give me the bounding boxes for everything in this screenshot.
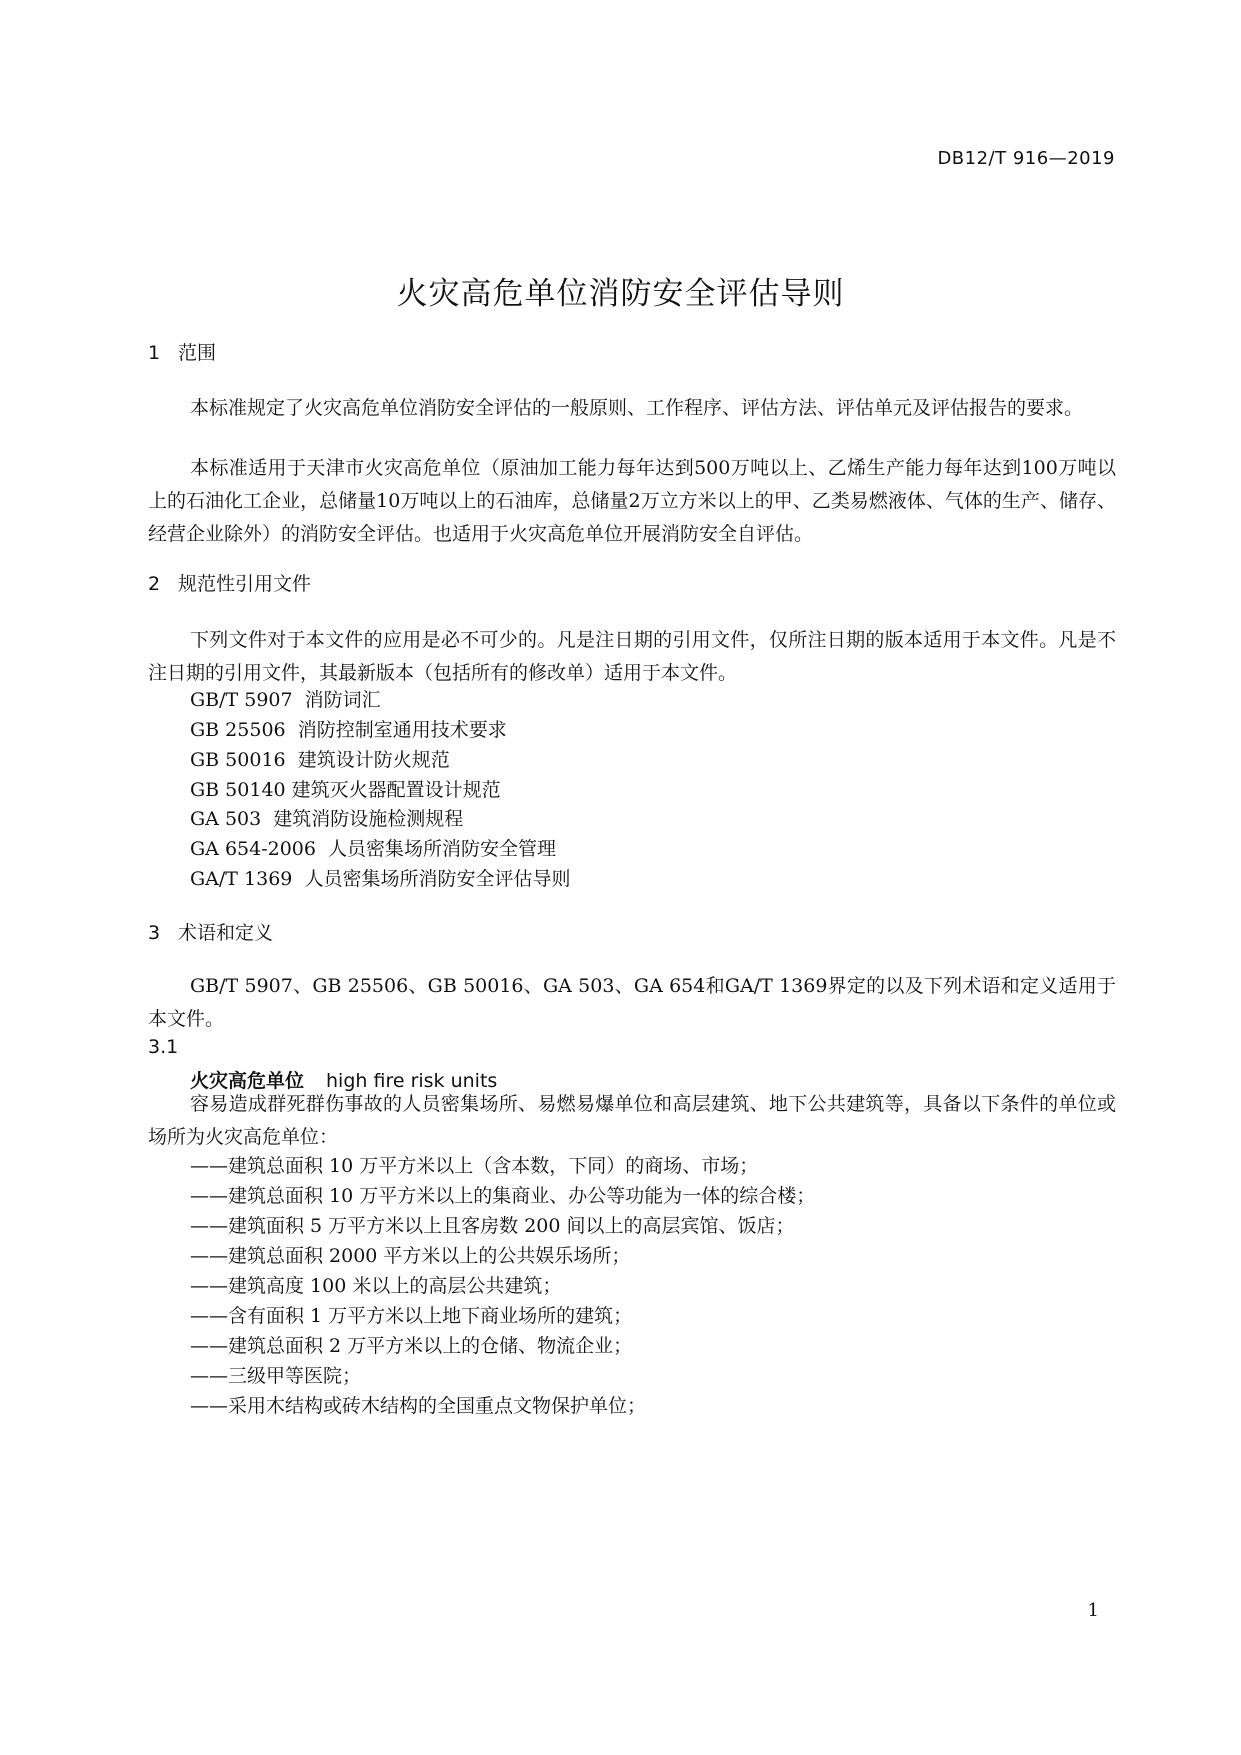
list-item: ——建筑高度 100 米以上的高层公共建筑； <box>190 1275 562 1297</box>
page-number: 1 <box>1087 1600 1099 1621</box>
paragraph: 本标准适用于天津市火灾高危单位（原油加工能力每年达到500万吨以上、乙烯生产能力每年达到100万吨以上的石油化工企业，总储量10万吨以上的石油库，总储量2万立方米以上的甲、乙类易燃液体、气体的生产、储存、经营企业除外）的消防安全评估。也适用于火灾高危单位开展消防安全自评估。 <box>148 457 1116 545</box>
section-title: 范围 <box>178 342 217 364</box>
document-title: 火灾高危单位消防安全评估导则 <box>396 276 845 312</box>
list-item: ——建筑总面积 10 万平方米以上的集商业、办公等功能为一体的综合楼； <box>190 1185 816 1207</box>
list-item: ——含有面积 1 万平方米以上地下商业场所的建筑； <box>190 1305 633 1327</box>
reference-item: GA/T 1369 人员密集场所消防安全评估导则 <box>190 868 571 890</box>
paragraph: 本标准规定了火灾高危单位消防安全评估的一般原则、工作程序、评估方法、评估单元及评估报告的要求。 <box>190 397 1084 419</box>
section-number: 1 <box>148 342 161 364</box>
paragraph: 下列文件对于本文件的应用是必不可少的。凡是注日期的引用文件，仅所注日期的版本适用于本文件。凡是不注日期的引用文件，其最新版本（包括所有的修改单）适用于本文件。 <box>148 629 1116 684</box>
term-number: 3.1 <box>148 1036 179 1058</box>
list-item: ——建筑总面积 10 万平方米以上（含本数，下同）的商场、市场； <box>190 1155 759 1177</box>
reference-item: GA 503 建筑消防设施检测规程 <box>190 808 464 830</box>
reference-item: GB 25506 消防控制室通用技术要求 <box>190 719 507 741</box>
list-item: ——建筑总面积 2000 平方米以上的公共娱乐场所； <box>190 1245 631 1267</box>
list-item: ——建筑总面积 2 万平方米以上的仓储、物流企业； <box>190 1335 633 1357</box>
reference-item: GB 50016 建筑设计防火规范 <box>190 749 450 771</box>
section-1-heading <box>148 338 216 365</box>
reference-item: GA 654-2006 人员密集场所消防安全管理 <box>190 838 557 860</box>
document-code: DB12/T 916—2019 <box>937 148 1115 169</box>
list-item: ——建筑面积 5 万平方米以上且客房数 200 间以上的高层宾馆、饭店； <box>190 1215 795 1237</box>
section-3-heading <box>148 918 273 945</box>
list-item: ——三级甲等医院； <box>190 1365 362 1387</box>
list-item: ——采用木结构或砖木结构的全国重点文物保护单位； <box>190 1395 647 1417</box>
reference-item: GB/T 5907 消防词汇 <box>190 689 381 711</box>
section-number: 3 <box>148 922 161 944</box>
section-2-heading <box>148 569 311 596</box>
section-title: 术语和定义 <box>178 922 274 944</box>
section-number: 2 <box>148 573 161 595</box>
term-name-zh: 火灾高危单位 <box>190 1070 305 1092</box>
reference-item: GB 50140 建筑灭火器配置设计规范 <box>190 779 501 801</box>
section-title: 规范性引用文件 <box>178 573 312 595</box>
paragraph: GB/T 5907、GB 25506、GB 50016、GA 503、GA 654和GA/T 1369界定的以及下列术语和定义适用于本文件。 <box>148 975 1116 1030</box>
term-name-en: high fire risk units <box>326 1070 498 1092</box>
term-definition: 容易造成群死群伤事故的人员密集场所、易燃易爆单位和高层建筑、地下公共建筑等，具备以下条件的单位或场所为火灾高危单位： <box>148 1093 1116 1148</box>
